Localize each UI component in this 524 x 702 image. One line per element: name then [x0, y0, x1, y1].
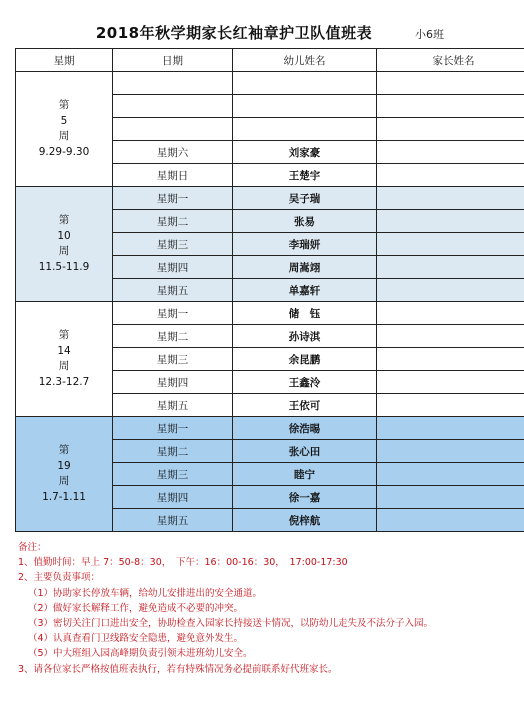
note-sub-1: （1）协助家长停放车辆，给幼儿安排进出的安全通道。 — [28, 587, 263, 599]
header-parent-name: 家长姓名 — [377, 49, 524, 72]
day-cell: 星期一 — [113, 302, 233, 325]
parent-name-cell[interactable] — [377, 486, 524, 509]
day-cell: 星期五 — [113, 509, 233, 532]
day-cell: 星期四 — [113, 256, 233, 279]
parent-name-cell[interactable] — [377, 141, 524, 164]
note-item-1: 1、值勤时间：早上 7：50-8：30， 下午：16：00-16：30， 17:00-17:30 — [18, 557, 348, 569]
child-name-cell: 余昆鹏 — [233, 348, 377, 371]
note-sub-2: （2）做好家长解释工作，避免造成不必要的冲突。 — [28, 602, 244, 614]
day-cell: 星期二 — [113, 210, 233, 233]
parent-name-cell[interactable] — [377, 371, 524, 394]
week-label: 第 10 周 11.5-11.9 — [16, 187, 113, 302]
day-cell: 星期一 — [113, 417, 233, 440]
child-name-cell: 周嵩翊 — [233, 256, 377, 279]
week-label: 第 19 周 1.7-1.11 — [16, 417, 113, 532]
week-label: 第 5 周 9.29-9.30 — [16, 72, 113, 187]
day-cell — [113, 95, 233, 118]
parent-name-cell[interactable] — [377, 187, 524, 210]
table-row — [16, 72, 524, 95]
child-name-cell: 倪梓航 — [233, 509, 377, 532]
week-14 — [16, 302, 524, 417]
table-row — [16, 187, 524, 210]
child-name-cell: 徐浩晹 — [233, 417, 377, 440]
day-cell: 星期日 — [113, 164, 233, 187]
parent-name-cell[interactable] — [377, 302, 524, 325]
day-cell: 星期一 — [113, 187, 233, 210]
parent-name-cell[interactable] — [377, 210, 524, 233]
notes-section — [18, 540, 518, 677]
note-sub-5: （5）中大班组入园高峰期负责引领未进班幼儿安全。 — [28, 648, 253, 660]
day-cell: 星期六 — [113, 141, 233, 164]
child-name-cell: 王楚宇 — [233, 164, 377, 187]
parent-name-cell[interactable] — [377, 325, 524, 348]
week-19 — [16, 417, 524, 532]
child-name-cell: 李瑞妍 — [233, 233, 377, 256]
parent-name-cell[interactable] — [377, 463, 524, 486]
day-cell: 星期四 — [113, 486, 233, 509]
parent-name-cell[interactable] — [377, 118, 524, 141]
parent-name-cell[interactable] — [377, 509, 524, 532]
parent-name-cell[interactable] — [377, 256, 524, 279]
day-cell: 星期五 — [113, 279, 233, 302]
child-name-cell: 吴子瑞 — [233, 187, 377, 210]
table-header-row — [16, 49, 524, 72]
day-cell: 星期二 — [113, 325, 233, 348]
child-name-cell — [233, 95, 377, 118]
parent-name-cell[interactable] — [377, 440, 524, 463]
notes-heading: 备注： — [18, 542, 47, 553]
header-date: 日期 — [113, 49, 233, 72]
table-row — [16, 417, 524, 440]
duty-table — [15, 48, 524, 532]
table-row — [16, 302, 524, 325]
day-cell — [113, 118, 233, 141]
child-name-cell: 张易 — [233, 210, 377, 233]
parent-name-cell[interactable] — [377, 95, 524, 118]
child-name-cell: 刘家豪 — [233, 141, 377, 164]
child-name-cell: 王依可 — [233, 394, 377, 417]
week-10 — [16, 187, 524, 302]
week-label: 第 14 周 12.3-12.7 — [16, 302, 113, 417]
child-name-cell: 张心田 — [233, 440, 377, 463]
note-sub-3: （3）密切关注门口进出安全，协助检查入园家长持接送卡情况，以防幼儿走失及不法分子入园。 — [28, 618, 434, 630]
header-weekday: 星期 — [16, 49, 113, 72]
day-cell: 星期二 — [113, 440, 233, 463]
note-item-2: 2、主要负责事项： — [18, 572, 101, 584]
child-name-cell: 徐一嘉 — [233, 486, 377, 509]
parent-name-cell[interactable] — [377, 164, 524, 187]
child-name-cell: 睦宁 — [233, 463, 377, 486]
day-cell: 星期四 — [113, 371, 233, 394]
child-name-cell: 王鑫泠 — [233, 371, 377, 394]
note-item-3: 3、请各位家长严格按值班表执行，若有特殊情况务必提前联系好代班家长。 — [18, 663, 338, 675]
parent-name-cell[interactable] — [377, 348, 524, 371]
parent-name-cell[interactable] — [377, 279, 524, 302]
title-bar — [0, 22, 524, 43]
child-name-cell — [233, 72, 377, 95]
header-child-name: 幼儿姓名 — [233, 49, 377, 72]
parent-name-cell[interactable] — [377, 233, 524, 256]
parent-name-cell[interactable] — [377, 72, 524, 95]
week-5 — [16, 72, 524, 187]
day-cell: 星期三 — [113, 233, 233, 256]
child-name-cell: 单嘉轩 — [233, 279, 377, 302]
child-name-cell: 储 钰 — [233, 302, 377, 325]
page-title: 2018年秋学期家长红袖章护卫队值班表 — [95, 24, 373, 42]
class-name: 小6班 — [415, 28, 444, 41]
child-name-cell: 孙诗淇 — [233, 325, 377, 348]
day-cell: 星期三 — [113, 348, 233, 371]
child-name-cell — [233, 118, 377, 141]
day-cell: 星期五 — [113, 394, 233, 417]
parent-name-cell[interactable] — [377, 394, 524, 417]
day-cell: 星期三 — [113, 463, 233, 486]
day-cell — [113, 72, 233, 95]
parent-name-cell[interactable] — [377, 417, 524, 440]
note-sub-4: （4）认真查看门卫线路安全隐患，避免意外发生。 — [28, 633, 244, 645]
